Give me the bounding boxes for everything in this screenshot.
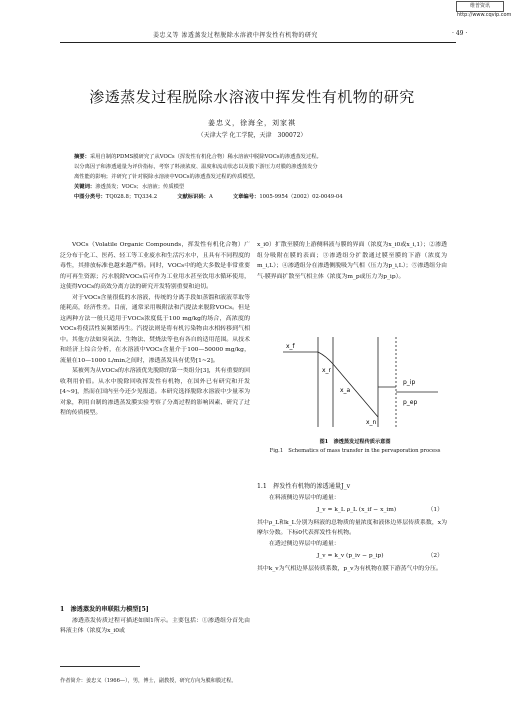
abstract-block [74,152,442,202]
equation-1 [257,505,447,516]
caption-en: Fig.1 Schematics of mass transfer in the pervaporation process [269,448,441,454]
profile-boundary [318,352,333,364]
figure-caption [260,438,450,456]
right-column-top [257,240,447,282]
equation-number: （1） [427,507,443,513]
clc: 中图分类号：TQ028.8；TQ334.2 [74,194,158,200]
equation-number: （2） [427,553,443,559]
label-xa: x_a [340,387,351,394]
authors: 姜忠义，徐海全，刘家祺 [208,119,296,127]
paragraph: x_i0）扩散至膜的上游侧料液与膜的界面（浓度为x_i0或x_i,1）；②渗透组分吸附在膜的表面；③渗透组分扩散通过膜至膜的下游（浓度为m_i,L）；④渗透组分在渗透侧脱吸为气相（压力为p_i,L）；⑤渗透组分由气-膜界面扩散至气相主体（浓度为m_p或压力为p_ip）。 [257,242,447,280]
keywords-line [74,182,442,192]
footnote: 作者简介：姜忠义（1966—），男，博士，副教授，研究方向为膜和膜过程。 [60,678,237,684]
paragraph: 某被列为从VOCs的水溶液优先脱除的第一类组分[3]，其有重要的回收利用价值。从水中脱除回收挥发性有机物，在国外已有研究和开发[4~9]，然而在国内至今还少见报道。本研究选择脱除水溶液中少量苯为对象，利用自制的渗透蒸发膜实验考察了分离过程的影响因素、研究了过程的传质模型。 [60,368,251,416]
paragraph: 对于VOCs含量很低的水溶液，传统的分离手段如蒸馏和液液萃取等能耗高，经济性差。目前，通常采用吸附法和汽提法来脱除VOCs。但是这两种方法一般只适用于VOCs浓度低于100 mg/kg的场合，高浓度的VOCs将使活性炭频繁再生。汽提法则是将有机污染物由水相转移到气相中。其他方法如臭氧法、生物法、焚烧法等也有各自的适用范围。从技术和经济上综合分析，在水溶液中VOCs含量介于100—50000 mg/kg，流量在10—1000 L/min之间时，渗透蒸发具有优势[1~2]。 [60,294,250,364]
affiliation: （天津大学 化工学院，天津 300072） [197,132,307,139]
equation-body: J_v = k_L ρ_L (x_if − x_im) [317,507,397,513]
abstract-text: 采用自制的PDMS膜研究了从VOCs（挥发性有机化合物）稀水溶液中脱除VOCs的渗透蒸发过程。 [89,154,322,160]
keywords: 渗透蒸发；VOCs；水溶液；传质模型 [95,184,185,190]
abstract-label: 摘要： [74,154,90,160]
left-column-bottom [60,599,250,637]
meta-line [74,192,442,202]
section-heading: 1 渗透蒸发的串联阻力模型[5] [60,606,149,613]
header-rule [60,42,456,43]
abstract-line: 离性能的影响；并研究了针对脱除水溶液中VOCs的渗透蒸发过程的传质模型。 [74,174,259,180]
left-column [60,240,250,419]
label-xf: x_f [286,343,295,350]
page-number: · 49 · [452,30,468,37]
paragraph: 在料液侧边界层中的通量： [269,494,340,501]
paragraph: 其中ρ_L和k_L分别为料液的总物质的量浓度和液体边界层传质系数，x为摩尔分数。下标0代表挥发性有机物。 [257,519,447,536]
right-column-bottom [257,480,447,574]
doc-code: 文献标识码：A [177,194,213,200]
label-pip: p_ip [403,379,416,386]
subsection-heading: 1.1 挥发性有机物的渗透通量J_v [257,483,351,490]
label-xr: x_r [322,367,332,374]
watermark: 维普资讯 http://www.cqvip.com [457,3,511,18]
label-pep: p_ep [403,399,418,406]
paragraph: 渗透蒸发传质过程可描述如图1所示。主要包括：①渗透组分首先由料液主体（浓度为x_i0或 [60,617,250,634]
equation-2 [257,551,447,562]
paragraph: 在透过侧边界层中的通量： [269,540,340,547]
figure-1 [278,332,443,432]
paragraph: VOCs（Volatile Organic Compounds，挥发性有机化合物）广泛分布于化工、医药、轻工等工业废水和生活污水中，且具有不同程度的毒性，其排放标准也越来越严格。同时，VOCs中的绝大多数是非常重要的可再生资源；污水脱除VOCs后可作为工业用水甚至饮用水循环使用，这使得VOCs的高效分离方法的研究开发特别重要和迫切。 [60,242,250,290]
paper-title: 渗透蒸发过程脱除水溶液中挥发性有机物的研究 [89,88,415,106]
footnote-rule [60,666,140,667]
mass-transfer-diagram [278,332,443,432]
keywords-label: 关键词： [74,184,96,190]
article-number: 文章编号：1005-9954（2002）02-0049-04 [232,194,343,200]
caption-cn: 图1 渗透蒸发过程传质示意图 [319,439,391,445]
abstract-line: 以分离因子和渗透通量为评价指标，考察了料液浓度、温度和流动状态以及膜下游压力对膜的渗透蒸发分 [74,164,318,170]
abstract-line [74,152,442,162]
label-xn: x_n [366,419,377,426]
equation-body: J_v = k_v (p_iv − p_ip) [317,553,384,559]
paragraph: 其中k_v为气相边界层传质系数，p_v为有机物在膜下游蒸气中的分压。 [257,565,442,572]
running-title: 姜忠义等 渗透蒸发过程脱除水溶液中挥发性有机物的研究 [153,32,318,39]
